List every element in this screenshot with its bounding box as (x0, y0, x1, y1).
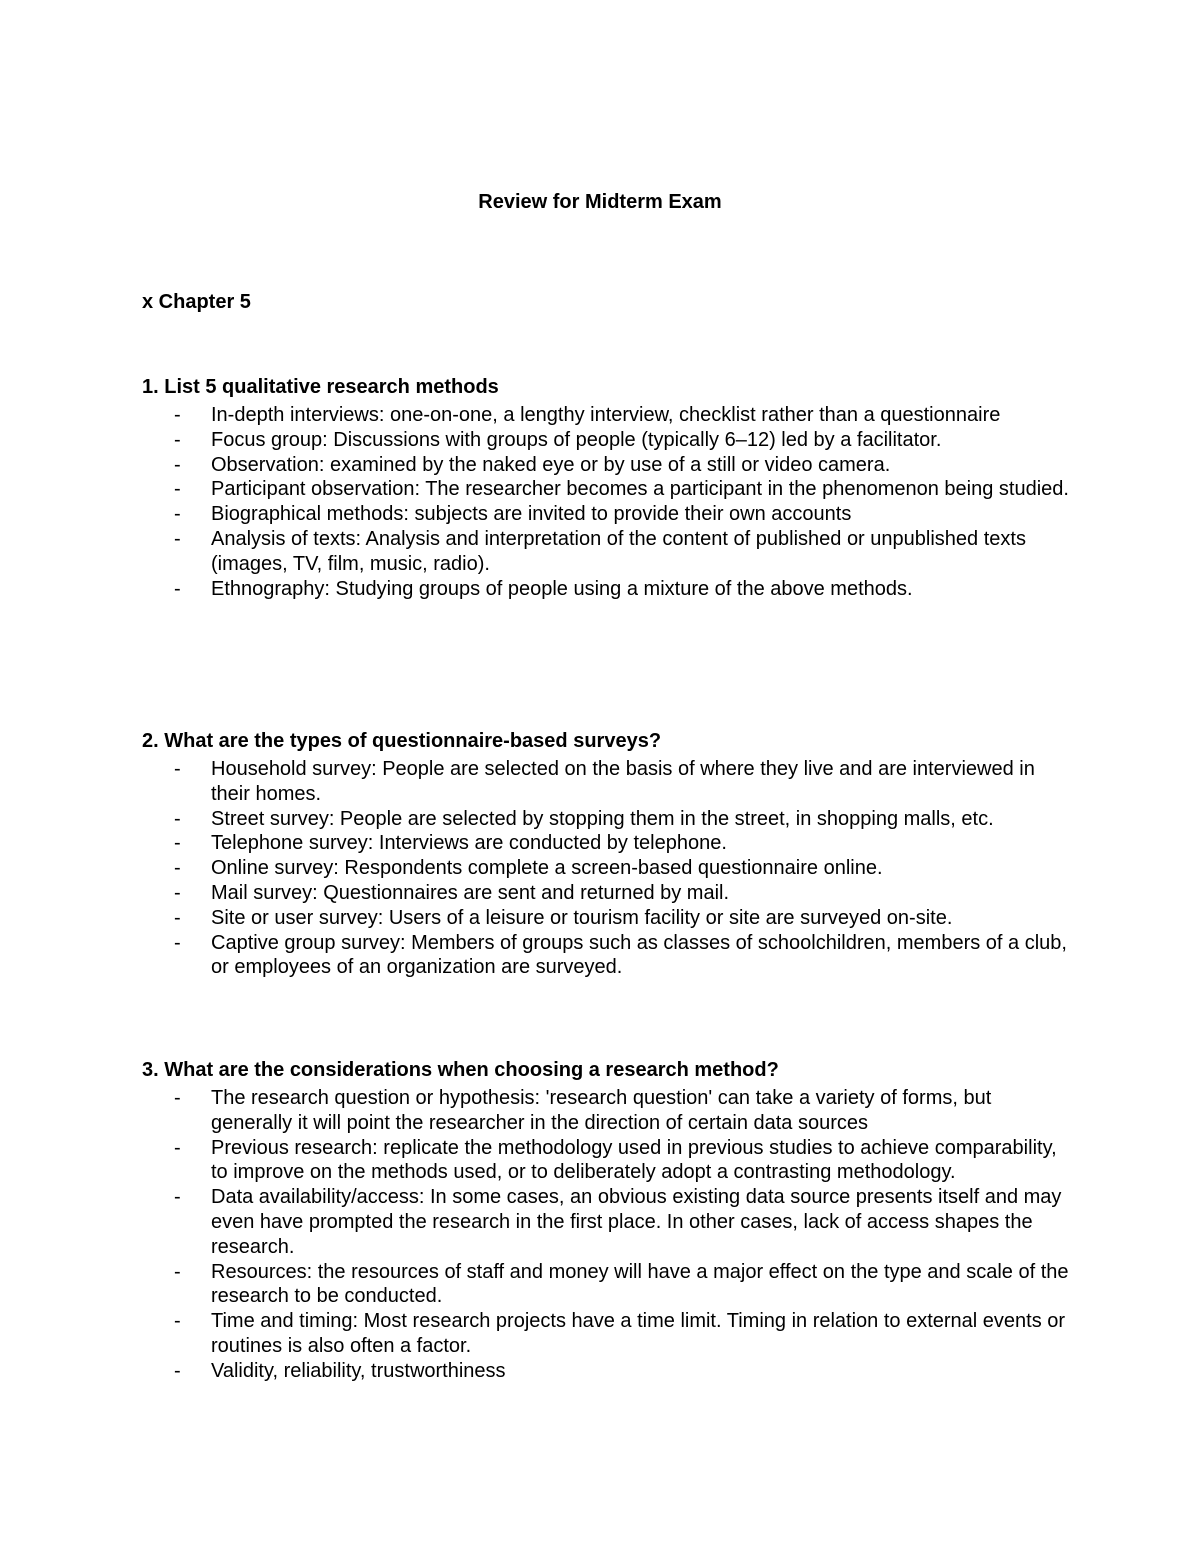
dash-bullet-marker: - (174, 527, 181, 550)
list-item (142, 1086, 1072, 1136)
dash-bullet-marker: - (174, 404, 181, 426)
list-item (142, 502, 1072, 527)
list-item-text: In-depth interviews: one-on-one, a lengthy interview, checklist rather than a questionnaire (211, 404, 1001, 426)
list-item-text: Site or user survey: Users of a leisure or tourism facility or site are surveyed on-site. (211, 906, 953, 929)
list-item-text: Biographical methods: subjects are invited to provide their own accounts (211, 503, 852, 526)
list-item (142, 453, 1072, 478)
dash-bullet-marker: - (174, 931, 181, 954)
list-item-text: Observation: examined by the naked eye or by use of a still or video camera. (211, 453, 891, 476)
list-item (142, 477, 1072, 502)
list-item (142, 807, 1072, 832)
bullet-list (142, 1086, 1072, 1384)
list-item (142, 831, 1072, 856)
dash-bullet-marker: - (174, 881, 181, 904)
list-item (142, 881, 1072, 906)
dash-bullet-marker: - (174, 906, 181, 929)
dash-bullet-marker: - (174, 577, 181, 600)
dash-bullet-marker: - (174, 478, 181, 501)
list-item (142, 1309, 1072, 1359)
dash-bullet-marker: - (174, 832, 181, 855)
list-item (142, 1185, 1072, 1259)
dash-bullet-marker: - (174, 428, 181, 451)
list-item-text: Street survey: People are selected by stopping them in the street, in shopping malls, etc. (211, 807, 994, 830)
list-item (142, 1359, 1072, 1384)
list-item (142, 856, 1072, 881)
list-item-text: Data availability/access: In some cases, an obvious existing data source presents itself and may even have prompted the research in the first place. In other cases, lack of access shapes the research. (211, 1186, 1062, 1258)
dash-bullet-marker: - (174, 503, 181, 526)
dash-bullet-marker: - (174, 453, 181, 476)
list-item-text: Household survey: People are selected on the basis of where they live and are interviewed in their homes. (211, 758, 1035, 805)
dash-bullet-marker: - (174, 758, 181, 780)
dash-bullet-marker: - (174, 1186, 181, 1209)
list-item (142, 428, 1072, 453)
dash-bullet-marker: - (174, 1359, 181, 1382)
list-item-text: Participant observation: The researcher becomes a participant in the phenomenon being studied. (211, 478, 1069, 501)
list-item-text: Online survey: Respondents complete a screen-based questionnaire online. (211, 857, 883, 880)
list-item (142, 906, 1072, 931)
bullet-list (142, 757, 1072, 980)
list-item (142, 527, 1072, 577)
dash-bullet-marker: - (174, 807, 181, 830)
list-item (142, 757, 1072, 807)
list-item-text: Mail survey: Questionnaires are sent and returned by mail. (211, 881, 730, 904)
list-item-text: Focus group: Discussions with groups of people (typically 6–12) led by a facilitator. (211, 428, 942, 451)
list-item-text: Captive group survey: Members of groups such as classes of schoolchildren, members of a club, or employees of an organization are surveyed. (211, 931, 1067, 979)
dash-bullet-marker: - (174, 857, 181, 880)
chapter-heading: x Chapter 5 (142, 291, 251, 313)
list-item-text: Validity, reliability, trustworthiness (211, 1359, 506, 1382)
list-item-text: Previous research: replicate the methodology used in previous studies to achieve comparability, to improve on the methods used, or to deliberately adopt a contrasting methodology. (211, 1136, 1057, 1184)
question-heading: 3. What are the considerations when choosing a research method? (142, 1059, 779, 1081)
list-item-text: Time and timing: Most research projects have a time limit. Timing in relation to external events or routines is also often a factor. (211, 1310, 1066, 1357)
list-item (142, 931, 1072, 981)
list-item-text: Analysis of texts: Analysis and interpretation of the content of published or unpublished texts (images, TV, film, music, radio). (211, 527, 1026, 575)
dash-bullet-marker: - (174, 1260, 181, 1283)
bullet-list (142, 403, 1072, 601)
section-method-considerations (142, 1056, 1072, 1384)
dash-bullet-marker: - (174, 1087, 181, 1109)
list-item (142, 1136, 1072, 1186)
dash-bullet-marker: - (174, 1136, 181, 1159)
section-survey-types (142, 727, 1072, 980)
list-item-text: The research question or hypothesis: 'research question' can take a variety of forms, but generally it will point the researcher in the direction of certain data sources (211, 1087, 992, 1134)
list-item-text: Resources: the resources of staff and money will have a major effect on the type and scale of the research to be conducted. (211, 1260, 1069, 1308)
question-heading: 1. List 5 qualitative research methods (142, 376, 499, 398)
question-heading: 2. What are the types of questionnaire-based surveys? (142, 730, 662, 752)
list-item (142, 577, 1072, 602)
list-item-text: Telephone survey: Interviews are conducted by telephone. (211, 832, 727, 855)
list-item (142, 403, 1072, 428)
page-title: Review for Midterm Exam (478, 191, 722, 213)
list-item-text: Ethnography: Studying groups of people using a mixture of the above methods. (211, 577, 913, 600)
section-qualitative-methods (142, 373, 1072, 601)
list-item (142, 1260, 1072, 1310)
dash-bullet-marker: - (174, 1310, 181, 1333)
